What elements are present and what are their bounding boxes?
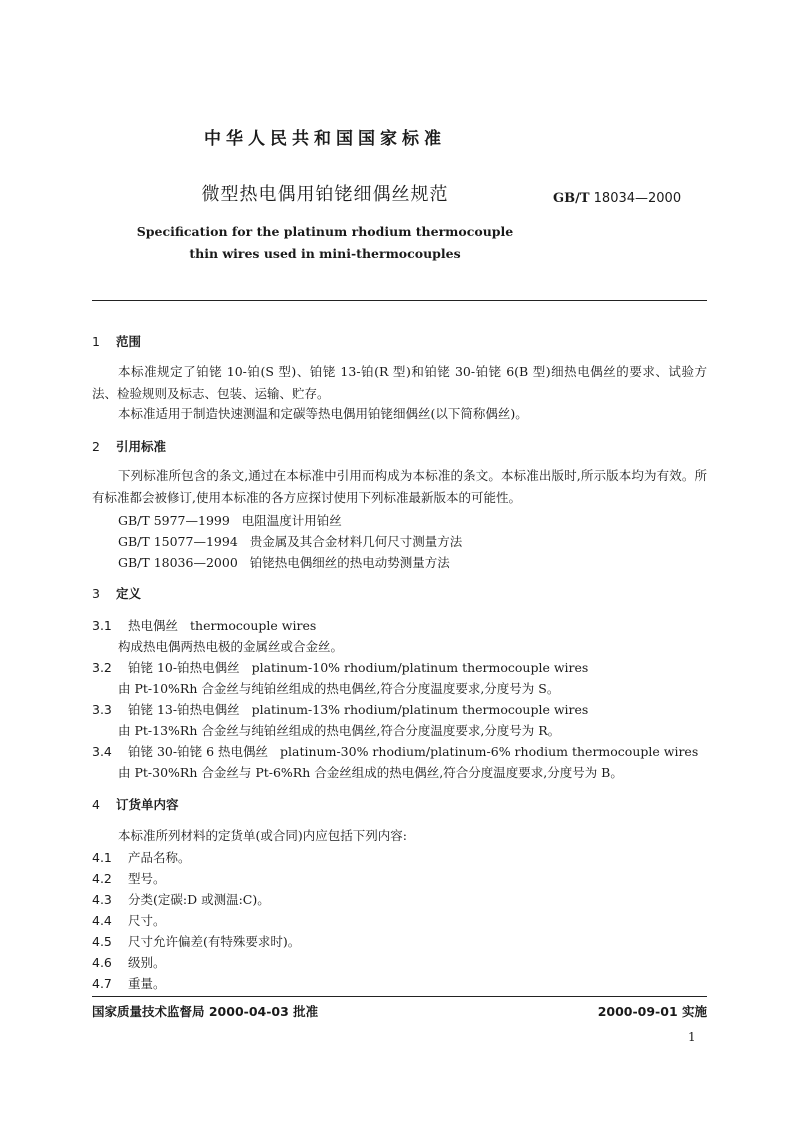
definition-term-cn: 热电偶丝 [128, 618, 179, 633]
section-4-para-1: 本标准所列材料的定货单(或合同)内应包括下列内容: [118, 828, 407, 843]
order-item-number: 4.2 [92, 871, 112, 886]
order-item-text: 型号。 [128, 871, 166, 886]
section-1-title: 范围 [116, 334, 142, 349]
order-item [92, 974, 166, 992]
standard-title-en-line2: thin wires used in mini-thermocouples [189, 246, 461, 261]
order-item-text: 重量。 [128, 976, 166, 991]
standard-code [553, 191, 681, 206]
approval-date: 国家质量技术监督局 2000-04-03 批准 [92, 1004, 319, 1019]
section-3-number: 3 [92, 586, 100, 601]
section-1-para-1: 本标准规定了铂铑 10-铂(S 型)、铂铑 13-铂(R 型)和铂铑 30-铂铑 6(B 型)细热电偶丝的要求、试验方法、检验规则及标志、包装、运输、贮存。 [92, 364, 707, 401]
standard-code-prefix: GB/T [553, 191, 590, 206]
footer-divider [92, 996, 707, 997]
order-item-number: 4.3 [92, 892, 112, 907]
reference-item [118, 532, 462, 550]
reference-item [118, 511, 342, 529]
definition-term-en: platinum-10% rhodium/platinum thermocouple wires [251, 660, 589, 675]
order-item-text: 产品名称。 [128, 850, 191, 865]
section-2-heading [92, 437, 166, 455]
section-2-title: 引用标准 [116, 439, 167, 454]
section-4-heading [92, 795, 179, 813]
header-divider [92, 300, 707, 301]
definition-text: 由 Pt-10%Rh 合金丝与纯铂丝组成的热电偶丝,符合分度温度要求,分度号为 S。 [118, 681, 560, 696]
definition-term-en: platinum-30% rhodium/platinum-6% rhodium thermocouple wires [280, 744, 699, 759]
national-standard-heading: 中华人民共和国国家标准 [204, 129, 446, 149]
section-4-number: 4 [92, 797, 100, 812]
order-item-number: 4.4 [92, 913, 112, 928]
definition-term-en: thermocouple wires [190, 618, 317, 633]
definition-term-cn: 铂铑 13-铂热电偶丝 [128, 702, 240, 717]
page-number: 1 [688, 1030, 696, 1044]
definition-term [92, 742, 698, 760]
order-item [92, 911, 166, 929]
reference-name: 电阻温度计用铂丝 [241, 513, 342, 528]
order-item [92, 869, 166, 887]
definition-number: 3.1 [92, 618, 112, 633]
definition-term-en: platinum-13% rhodium/platinum thermocouple wires [251, 702, 589, 717]
definition-number: 3.2 [92, 660, 112, 675]
order-item-number: 4.1 [92, 850, 112, 865]
order-item [92, 953, 166, 971]
section-1-para-2: 本标准适用于制造快速测温和定碳等热电偶用铂铑细偶丝(以下简称偶丝)。 [118, 406, 528, 421]
definition-text: 由 Pt-30%Rh 合金丝与 Pt-6%Rh 合金丝组成的热电偶丝,符合分度温度要求,分度号为 B。 [118, 765, 623, 780]
section-2-para-1: 下列标准所包含的条文,通过在本标准中引用而构成为本标准的条文。本标准出版时,所示版本均为有效。所有标准都会被修订,使用本标准的各方应探讨使用下列标准最新版本的可能性。 [92, 468, 707, 505]
definition-number: 3.3 [92, 702, 112, 717]
order-item-number: 4.6 [92, 955, 112, 970]
reference-code: GB/T 5977—1999 [118, 513, 230, 528]
reference-item [118, 553, 450, 571]
standard-title-en-line1: Specification for the platinum rhodium thermocouple [136, 224, 514, 239]
definition-text: 构成热电偶两热电极的金属丝或合金丝。 [118, 639, 344, 654]
standard-code-number: 18034—2000 [593, 191, 682, 206]
section-2-number: 2 [92, 439, 100, 454]
reference-name: 贵金属及其合金材料几何尺寸测量方法 [249, 534, 463, 549]
reference-code: GB/T 15077—1994 [118, 534, 238, 549]
definition-term [92, 700, 588, 718]
section-1-number: 1 [92, 334, 100, 349]
definition-term-cn: 铂铑 30-铂铑 6 热电偶丝 [128, 744, 269, 759]
order-item [92, 848, 191, 866]
section-1-heading [92, 332, 141, 350]
order-item-number: 4.7 [92, 976, 112, 991]
section-4-title: 订货单内容 [116, 797, 179, 812]
definition-number: 3.4 [92, 744, 112, 759]
effective-date: 2000-09-01 实施 [597, 1004, 707, 1019]
section-3-title: 定义 [116, 586, 142, 601]
order-item-number: 4.5 [92, 934, 112, 949]
definition-term [92, 658, 588, 676]
standard-title-cn: 微型热电偶用铂铑细偶丝规范 [201, 184, 449, 205]
section-3-heading [92, 584, 141, 602]
definition-term-cn: 铂铑 10-铂热电偶丝 [128, 660, 240, 675]
definition-text: 由 Pt-13%Rh 合金丝与纯铂丝组成的热电偶丝,符合分度温度要求,分度号为 R。 [118, 723, 561, 738]
reference-name: 铂铑热电偶细丝的热电动势测量方法 [249, 555, 450, 570]
order-item-text: 尺寸允许偏差(有特殊要求时)。 [128, 934, 301, 949]
order-item-text: 级别。 [128, 955, 166, 970]
definition-term [92, 616, 316, 634]
order-item-text: 尺寸。 [128, 913, 166, 928]
reference-code: GB/T 18036—2000 [118, 555, 238, 570]
order-item [92, 932, 300, 950]
order-item [92, 890, 270, 908]
order-item-text: 分类(定碳:D 或测温:C)。 [128, 892, 270, 907]
